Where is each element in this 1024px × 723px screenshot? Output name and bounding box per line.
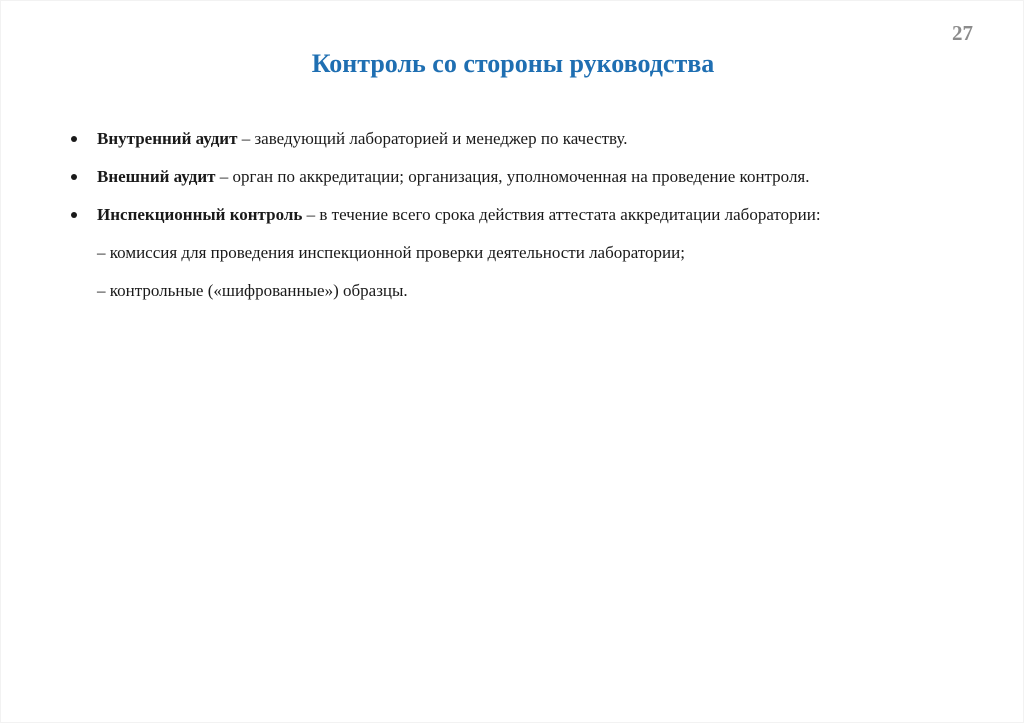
bullet-list [65, 129, 965, 319]
list-item [65, 167, 965, 187]
sub-item: – комиссия для проведения инспекционной проверки деятельности лаборатории; [97, 243, 685, 262]
slide-title: Контроль со стороны руководства [311, 49, 715, 78]
item-term: Внешний аудит [97, 167, 216, 186]
bullet-icon [71, 174, 77, 180]
bullet-icon [71, 136, 77, 142]
page-number: 27 [952, 21, 973, 45]
item-term: Внутренний аудит [97, 129, 238, 148]
item-text: – в течение всего срока действия аттестата аккредитации лаборатории: [302, 205, 821, 224]
list-item [65, 205, 965, 301]
item-text: – заведующий лабораторией и менеджер по качеству. [237, 129, 628, 148]
item-term: Инспекционный контроль [97, 205, 303, 224]
list-item [65, 129, 965, 149]
sub-item: – контрольные («шифрованные») образцы. [97, 281, 408, 300]
item-text: – орган по аккредитации; организация, уполномоченная на проведение контроля. [215, 167, 810, 186]
bullet-icon [71, 212, 77, 218]
